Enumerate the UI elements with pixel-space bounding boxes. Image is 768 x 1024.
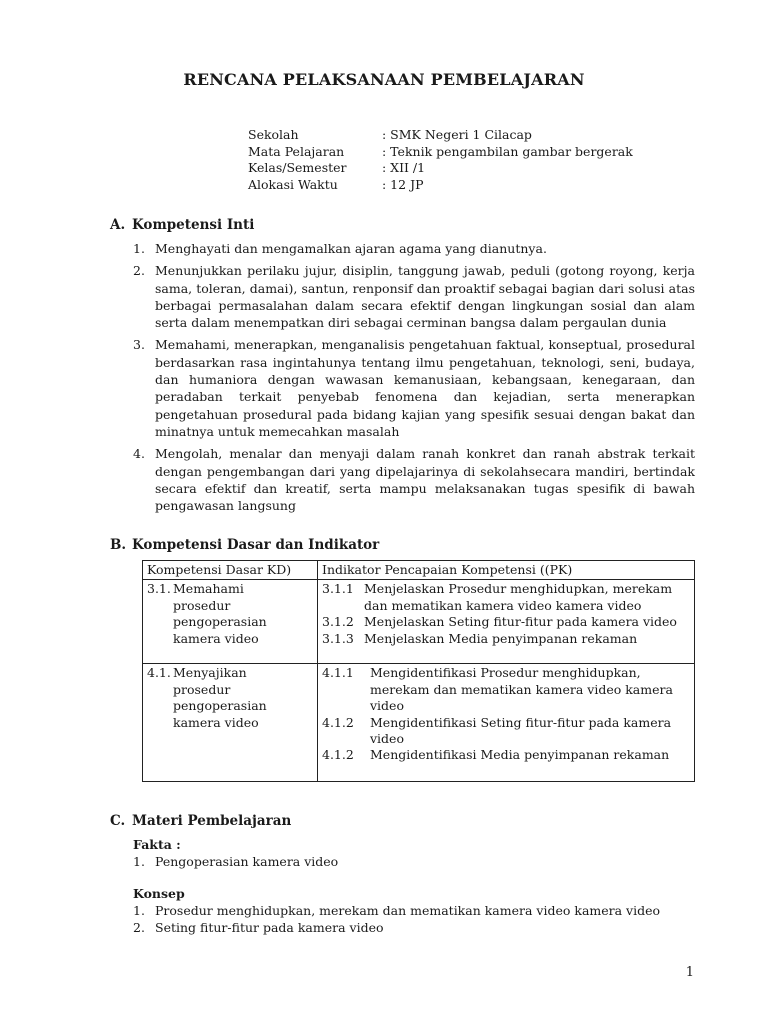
table-header-kd: Kompetensi Dasar KD) — [143, 561, 318, 580]
kd-text: Memahami prosedur pengoperasian kamera video — [173, 581, 267, 646]
kd-number: 3.1. — [147, 581, 171, 597]
info-row-alokasi-waktu — [248, 177, 633, 194]
table-header-ipk: Indikator Pencapaian Kompetensi ((PK) — [318, 561, 695, 580]
section-letter: A. — [110, 217, 126, 233]
table-header-row — [143, 561, 695, 580]
info-value: : SMK Negeri 1 Cilacap — [382, 127, 532, 142]
konsep-block — [133, 885, 660, 936]
kd-cell — [143, 580, 318, 664]
fakta-heading: Fakta : — [133, 837, 181, 852]
kd-text: Menyajikan prosedur pengoperasian kamera video — [173, 665, 267, 730]
item-text: Prosedur menghidupkan, merekam dan mematikan kamera video kamera video — [155, 903, 661, 918]
indicator-text: Menjelaskan Seting fitur-fitur pada kamera video — [364, 614, 677, 630]
item-text: Pengoperasian kamera video — [155, 854, 339, 869]
indicator-cell — [318, 664, 695, 782]
info-row-sekolah — [248, 127, 633, 144]
section-title: Materi Pembelajaran — [132, 813, 292, 829]
item-text: Menghayati dan mengamalkan ajaran agama yang dianutnya. — [155, 241, 547, 256]
list-item — [133, 919, 660, 936]
item-text: Menunjukkan perilaku jujur, disiplin, tanggung jawab, peduli (gotong royong, kerja sama, toleran, damai), santun, renponsif dan proaktif sebagai bagian dari solusi atas berbagai permasalahan dalam secara efektif dengan lingkungan sosial dan alam serta dalam menempatkan diri sebagai cerminan bangsa dalam pergaulan dunia — [155, 263, 695, 331]
section-title: Kompetensi Dasar dan Indikator — [132, 537, 380, 553]
info-value: : XII /1 — [382, 160, 426, 175]
item-number: 1. — [133, 854, 145, 869]
indicator-code: 4.1.1 — [322, 665, 354, 681]
indicator-text: Menjelaskan Media penyimpanan rekaman — [364, 630, 638, 646]
list-item — [133, 240, 695, 257]
info-label: Mata Pelajaran — [248, 143, 345, 159]
indicator-code: 4.1.2 — [322, 714, 354, 730]
fakta-block — [133, 836, 338, 870]
identity-block — [248, 127, 633, 193]
kompetensi-table — [142, 560, 695, 782]
indicator-code: 3.1.2 — [322, 614, 354, 630]
section-letter: C. — [110, 813, 126, 829]
section-c-heading — [110, 813, 291, 829]
indicator-code: 4.1.2 — [322, 747, 354, 763]
item-number: 4. — [133, 446, 145, 462]
indicator-code: 3.1.1 — [322, 581, 354, 597]
info-label: Alokasi Waktu — [248, 176, 338, 192]
indicator-text: Mengidentifikasi Prosedur menghidupkan, merekam dan mematikan kamera video kamera video — [370, 665, 673, 714]
item-number: 1. — [133, 241, 145, 256]
list-item — [133, 336, 695, 440]
info-value: : Teknik pengambilan gambar bergerak — [382, 143, 633, 159]
document-title: RENCANA PELAKSANAAN PEMBELAJARAN — [183, 70, 585, 89]
section-title: Kompetensi Inti — [132, 217, 255, 233]
konsep-heading: Konsep — [133, 886, 185, 901]
item-text: Mengolah, menalar dan menyaji dalam ranah konkret dan ranah abstrak terkait dengan pengembangan dari yang dipelajarinya di sekolahsecara mandiri, bertindak secara efektif dan kreatif, serta mampu melaksanakan tugas spesifik di bawah pengawasan langsung — [155, 446, 695, 514]
kd-number: 4.1. — [147, 665, 171, 681]
page-number: 1 — [685, 965, 694, 980]
item-number: 2. — [133, 920, 145, 935]
item-number: 3. — [133, 337, 145, 353]
table-row — [143, 580, 695, 664]
indicator-text: Mengidentifikasi Media penyimpanan rekaman — [370, 747, 670, 763]
list-item — [133, 853, 338, 870]
list-item — [133, 902, 660, 919]
section-letter: B. — [110, 537, 127, 553]
section-b-heading — [110, 537, 379, 553]
info-value: : 12 JP — [382, 176, 424, 192]
info-label: Sekolah — [248, 127, 299, 142]
kd-cell — [143, 664, 318, 782]
info-row-kelas-semester — [248, 160, 633, 177]
list-item — [133, 445, 695, 514]
list-item — [133, 262, 695, 331]
item-number: 1. — [133, 903, 145, 918]
indicator-text: Menjelaskan Prosedur menghidupkan, merekam dan mematikan kamera video kamera video — [364, 581, 673, 613]
item-text: Seting fitur-fitur pada kamera video — [155, 920, 384, 935]
indicator-text: Mengidentifikasi Seting fitur-fitur pada kamera video — [370, 714, 672, 747]
info-label: Kelas/Semester — [248, 160, 347, 175]
info-row-mata-pelajaran — [248, 144, 633, 161]
indicator-cell — [318, 580, 695, 664]
table-row — [143, 664, 695, 782]
item-text: Memahami, menerapkan, menganalisis pengetahuan faktual, konseptual, prosedural berdasarkan rasa ingintahunya tentang ilmu pengetahuan, teknologi, seni, budaya, dan humaniora dengan wawasan kemanusiaan, kebangsaan, kenegaraan, dan peradaban terkait penyebab fenomena dan kejadian, serta menerapkan pengetahuan prosedural pada bidang kajian yang spesifik sesuai dengan bakat dan minatnya untuk memecahkan masalah — [155, 337, 695, 439]
item-number: 2. — [133, 263, 145, 279]
section-a-heading — [110, 217, 254, 233]
kompetensi-inti-list — [133, 240, 695, 519]
indicator-code: 3.1.3 — [322, 630, 354, 646]
